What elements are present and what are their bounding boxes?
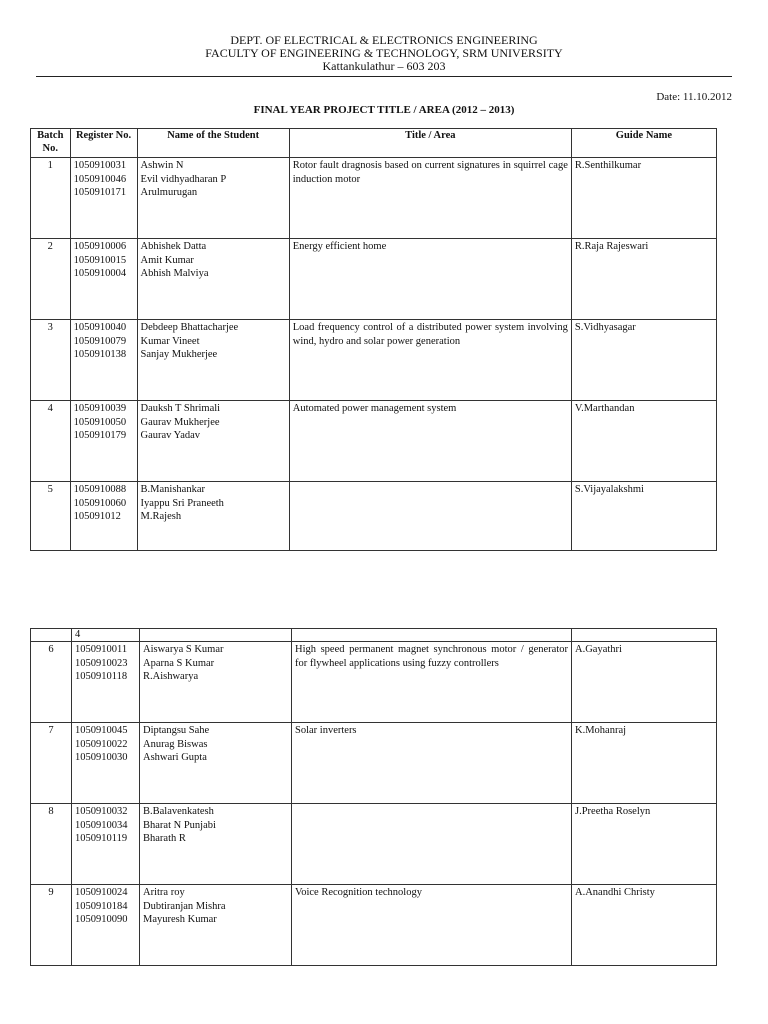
register-cell: [72, 804, 140, 885]
batch-cell: 2: [31, 239, 71, 320]
continuation-register-cell: 4: [72, 629, 140, 642]
register-number: 1050910045: [75, 725, 128, 736]
register-number: 1050910060: [73, 497, 127, 509]
register-number: 1050910090: [75, 914, 128, 925]
student-name: Mayuresh Kumar: [143, 914, 217, 925]
table-row: [31, 320, 717, 401]
student-names-cell: [137, 239, 289, 320]
faculty-line: FACULTY OF ENGINEERING & TECHNOLOGY, SRM UNIVERSITY: [205, 46, 563, 60]
continuation-name-cell: [140, 629, 292, 642]
batch-cell: 6: [31, 642, 72, 723]
guide-name-cell: J.Preetha Roselyn: [572, 804, 717, 885]
guide-name-cell: S.Vidhyasagar: [571, 320, 716, 401]
student-name: Ashwin N: [140, 160, 184, 171]
register-number: 105091012: [73, 511, 121, 522]
batch-cell: 4: [31, 401, 71, 482]
continuation-batch-cell: [31, 629, 72, 642]
register-cell: [72, 885, 140, 966]
register-number: 1050910184: [75, 900, 128, 912]
student-name: Abhishek Datta: [140, 241, 207, 252]
student-name: Anurag Biswas: [143, 738, 208, 750]
register-number: 1050910079: [73, 335, 127, 347]
register-cell: [70, 320, 137, 401]
student-name: Abhish Malviya: [140, 268, 209, 279]
register-number: 1050910022: [75, 738, 128, 750]
student-name: Dubtiranjan Mishra: [143, 900, 226, 912]
guide-name-cell: A.Anandhi Christy: [572, 885, 717, 966]
project-title-cell: High speed permanent magnet synchronous motor / generator for flywheel applications using fuzzy controllers: [292, 642, 572, 723]
table-row: [31, 804, 717, 885]
col-title: Title / Area: [289, 129, 571, 158]
student-name: Bharat N Punjabi: [143, 819, 216, 831]
guide-name-cell: R.Raja Rajeswari: [571, 239, 716, 320]
student-name: Gaurav Mukherjee: [140, 416, 220, 428]
student-names-cell: [140, 723, 292, 804]
register-number: 1050910034: [75, 819, 128, 831]
register-number: 1050910119: [75, 833, 128, 844]
student-name: Arulmurugan: [140, 187, 198, 198]
register-number: 1050910004: [73, 268, 127, 279]
document-date: Date: 11.10.2012: [656, 91, 732, 103]
project-title-cell: Voice Recognition technology: [292, 885, 572, 966]
student-name: Dauksh T Shrimali: [140, 403, 221, 414]
register-number: 1050910171: [73, 187, 127, 198]
table-body-page1: [31, 158, 717, 551]
batch-cell: 8: [31, 804, 72, 885]
continuation-title-cell: [292, 629, 572, 642]
student-name: B.Balavenkatesh: [143, 806, 214, 817]
student-name: Aritra roy: [143, 887, 185, 898]
project-table-page1: [30, 128, 717, 551]
student-names-cell: [140, 885, 292, 966]
project-title-cell: Load frequency control of a distributed power system involving wind, hydro and solar power generation: [289, 320, 571, 401]
project-title-cell: Rotor fault dragnosis based on current signatures in squirrel cage induction motor: [289, 158, 571, 239]
col-register: Register No.: [70, 129, 137, 158]
student-name: Iyappu Sri Praneeth: [140, 497, 224, 509]
student-name: Bharath R: [143, 833, 186, 844]
student-names-cell: [140, 804, 292, 885]
table-row: [31, 885, 717, 966]
student-names-cell: [137, 401, 289, 482]
table-row: [31, 642, 717, 723]
continuation-row: [31, 629, 717, 642]
register-number: 1050910006: [73, 241, 127, 252]
batch-cell: 9: [31, 885, 72, 966]
student-name: Debdeep Bhattacharjee: [140, 322, 239, 333]
document-title: FINAL YEAR PROJECT TITLE / AREA (2012 – 2013): [253, 104, 515, 116]
table-row: [31, 723, 717, 804]
col-name: Name of the Student: [137, 129, 289, 158]
project-title-cell: [289, 482, 571, 551]
student-name: Aiswarya S Kumar: [143, 644, 224, 655]
table-row: [31, 401, 717, 482]
register-number: 1050910011: [75, 644, 128, 655]
register-number: 1050910138: [73, 349, 127, 360]
col-batch: Batch No.: [31, 129, 71, 158]
register-number: 1050910039: [73, 403, 127, 414]
student-name: Aparna S Kumar: [143, 657, 215, 669]
student-name: Diptangsu Sahe: [143, 725, 210, 736]
student-name: B.Manishankar: [140, 484, 205, 495]
register-number: 1050910118: [75, 671, 128, 682]
register-number: 1050910024: [75, 887, 128, 898]
department-line: DEPT. OF ELECTRICAL & ELECTRONICS ENGINEERING: [230, 33, 538, 47]
guide-name-cell: A.Gayathri: [572, 642, 717, 723]
guide-name-cell: R.Senthilkumar: [571, 158, 716, 239]
table-row: [31, 482, 717, 551]
batch-cell: 3: [31, 320, 71, 401]
register-number: 1050910179: [73, 430, 127, 441]
student-name: R.Aishwarya: [143, 671, 199, 682]
student-names-cell: [140, 642, 292, 723]
table-body-page2: [31, 642, 717, 966]
student-name: Sanjay Mukherjee: [140, 349, 218, 360]
student-names-cell: [137, 158, 289, 239]
batch-cell: 5: [31, 482, 71, 551]
project-table-page2: [30, 628, 717, 966]
project-title-cell: Solar inverters: [292, 723, 572, 804]
col-guide: Guide Name: [571, 129, 716, 158]
guide-name-cell: K.Mohanraj: [572, 723, 717, 804]
student-name: Evil vidhyadharan P: [140, 173, 227, 185]
register-cell: [72, 642, 140, 723]
student-name: Amit Kumar: [140, 254, 194, 266]
guide-name-cell: S.Vijayalakshmi: [571, 482, 716, 551]
table-row: [31, 239, 717, 320]
register-number: 1050910030: [75, 752, 128, 763]
register-cell: [72, 723, 140, 804]
document-header: [0, 34, 768, 73]
project-title-cell: [292, 804, 572, 885]
table-row: [31, 158, 717, 239]
continuation-guide-cell: [572, 629, 717, 642]
batch-cell: 7: [31, 723, 72, 804]
register-cell: [70, 158, 137, 239]
guide-name-cell: V.Marthandan: [571, 401, 716, 482]
register-number: 1050910088: [73, 484, 127, 495]
student-name: Gaurav Yadav: [140, 430, 201, 441]
register-number: 1050910023: [75, 657, 128, 669]
address-line: Kattankulathur – 603 203: [322, 59, 446, 73]
student-names-cell: [137, 482, 289, 551]
header-divider: [36, 76, 732, 77]
student-name: Kumar Vineet: [140, 335, 200, 347]
batch-cell: 1: [31, 158, 71, 239]
register-number: 1050910015: [73, 254, 127, 266]
table-header-row: [31, 129, 717, 158]
project-title-cell: Automated power management system: [289, 401, 571, 482]
project-title-cell: Energy efficient home: [289, 239, 571, 320]
student-names-cell: [137, 320, 289, 401]
register-number: 1050910032: [75, 806, 128, 817]
register-number: 1050910046: [73, 173, 127, 185]
register-cell: [70, 482, 137, 551]
register-cell: [70, 239, 137, 320]
register-number: 1050910050: [73, 416, 127, 428]
student-name: Ashwari Gupta: [143, 752, 207, 763]
student-name: M.Rajesh: [140, 511, 182, 522]
register-number: 1050910031: [73, 160, 127, 171]
register-cell: [70, 401, 137, 482]
register-number: 1050910040: [73, 322, 127, 333]
